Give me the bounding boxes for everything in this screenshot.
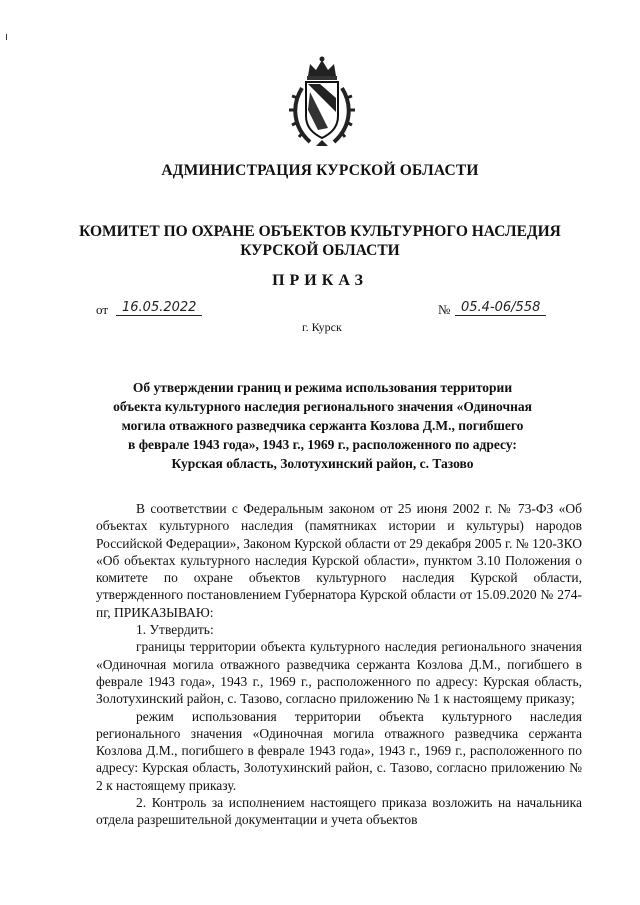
paragraph-item-1: 1. Утвердить: xyxy=(136,622,214,638)
committee-title-line-1: КОМИТЕТ ПО ОХРАНЕ ОБЪЕКТОВ КУЛЬТУРНОГО НАСЛЕДИЯ xyxy=(79,223,561,240)
subject-line: Об утверждении границ и режима использования территории xyxy=(132,380,513,395)
date-value: 16.05.2022 xyxy=(116,300,202,316)
paragraph-preamble: В соответствии с Федеральным законом от 25 июня 2002 г. № 73-ФЗ «Об объектах культурного наследия (памятниках истории и культуры) народов Российской Федерации», Законом Курской области от 29 декабря 2005 г. № 120-ЗКО «Об объектах культурного наследия Курской области», пунктом 3.10 Положения о комитете по охране объектов культурного наследия Курской области, утвержденного постановлением Губернатора Курской области от 15.09.2020 № 274-пг, ПРИКАЗЫВАЮ: xyxy=(96,501,582,620)
committee-title xyxy=(0,222,640,260)
scan-mark xyxy=(6,34,7,40)
paragraph-regime: режим использования территории объекта культурного наследия регионального значения «Одиночная могила отважного разведчика сержанта Козлова Д.М., погибшего в феврале 1943 года», 1943 г., 1969 г., расположенного по адресу: Курская область, Золотухинский район, с. Тазово, согласно приложению № 2 к настоящему приказу. xyxy=(96,708,582,793)
paragraph-boundaries: границы территории объекта культурного наследия регионального значения «Одиночная могила отважного разведчика сержанта Козлова Д.М., погибшего в феврале 1943 года», 1943 г., 1969 г., расположенного по адресу: Курская область, Золотухинский район, с. Тазово, согласно приложению № 1 к настоящему приказу; xyxy=(96,639,582,707)
order-body xyxy=(96,500,582,829)
coat-of-arms-icon xyxy=(288,54,356,150)
subject-line: в феврале 1943 года», 1943 г., 1969 г., расположенного по адресу: xyxy=(128,437,517,452)
number-value: 05.4-06/558 xyxy=(455,300,546,316)
document-type: ПРИКАЗ xyxy=(272,272,368,289)
order-subject xyxy=(110,378,535,473)
city: г. Курск xyxy=(302,320,342,334)
subject-line: объекта культурного наследия регионального значения «Одиночная xyxy=(113,399,532,414)
subject-line: Курская область, Золотухинский район, с. Тазово xyxy=(171,456,474,471)
date-label: от xyxy=(96,302,109,317)
committee-title-line-2: КУРСКОЙ ОБЛАСТИ xyxy=(240,242,400,259)
paragraph-item-2: 2. Контроль за исполнением настоящего приказа возложить на начальника отдела разрешительной документации и учета объектов xyxy=(96,795,582,828)
administration-title: АДМИНИСТРАЦИЯ КУРСКОЙ ОБЛАСТИ xyxy=(161,162,479,179)
subject-line: могила отважного разведчика сержанта Козлова Д.М., погибшего xyxy=(121,418,524,433)
number-label: № xyxy=(438,302,451,317)
